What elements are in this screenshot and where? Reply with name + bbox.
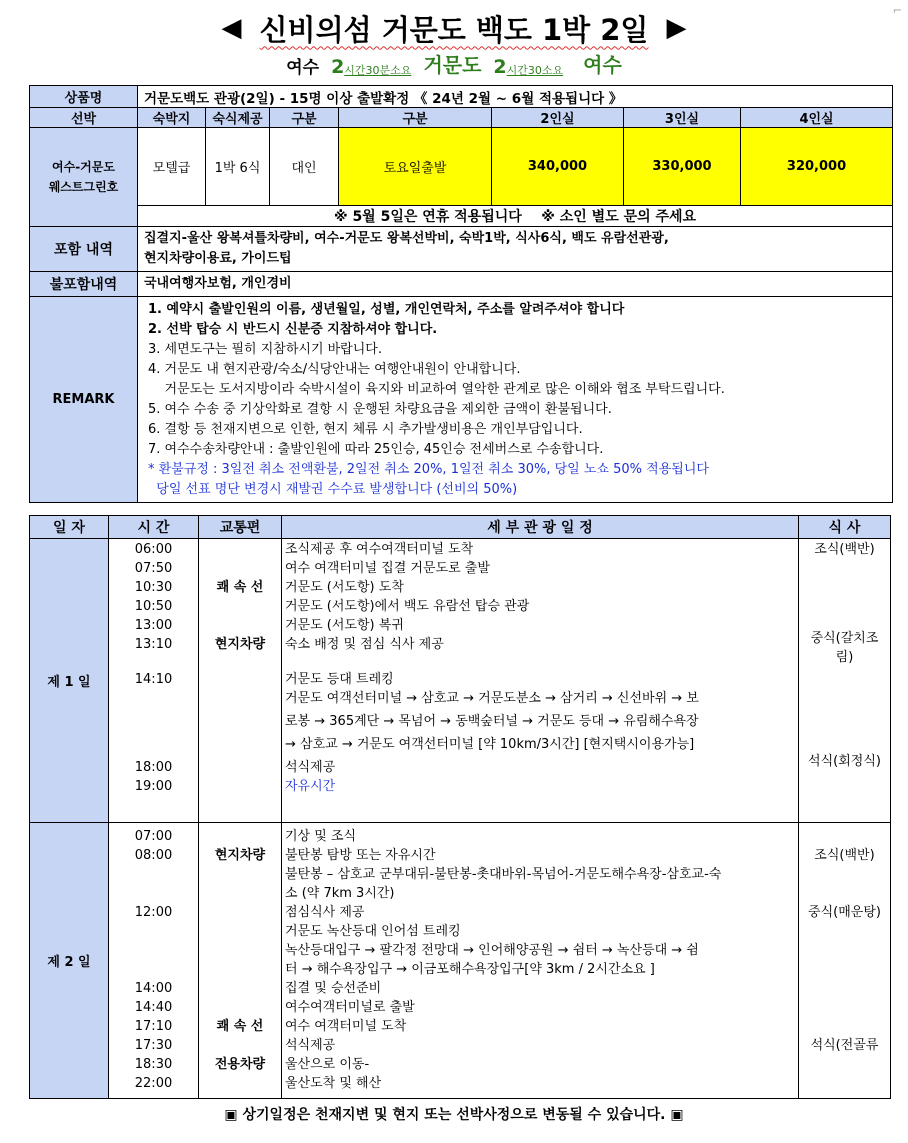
- lodging-value: 모텔급: [138, 128, 206, 206]
- header-meals: 숙식제공: [206, 108, 270, 128]
- header-type: 구분: [270, 108, 339, 128]
- route-leg2-num: 2: [493, 56, 507, 78]
- schedule-time: 19:00: [134, 779, 173, 794]
- included-value: [138, 227, 893, 272]
- schedule-transport: [199, 998, 281, 1017]
- header-4person: 4인실: [741, 108, 893, 128]
- schedule-detail: 기상 및 조식: [285, 829, 357, 844]
- header-meals: 식 사: [799, 516, 891, 539]
- header-ship: 선박: [30, 108, 138, 128]
- route-mid: 거문도: [423, 53, 482, 77]
- schedule-time: 10:30: [134, 580, 173, 595]
- schedule-detail: 여수 여객터미널 집결 거문도로 출발: [285, 561, 490, 576]
- schedule-meal: [799, 771, 890, 790]
- day1-details: [282, 539, 799, 823]
- schedule-transport: [199, 903, 281, 922]
- schedule-transport: 쾌 속 선: [216, 580, 264, 595]
- schedule-meal: 조식(백반): [814, 848, 875, 863]
- header-lodging: 숙박지: [138, 108, 206, 128]
- schedule-transport: [199, 777, 281, 796]
- page-corner-mark: ⌐: [892, 4, 902, 17]
- schedule-detail: 조식제공 후 여수여객터미널 도착: [285, 542, 474, 557]
- schedule-detail: 불탄봉 – 삼호교 군부대뒤-불탄봉-촛대바위-목넘어-거문도해수욕장-삼호교-숙: [285, 867, 722, 882]
- schedule-time: 18:00: [134, 760, 173, 775]
- schedule-detail: 울산으로 이동-: [285, 1057, 370, 1072]
- schedule-time: [109, 735, 198, 758]
- schedule-transport: 쾌 속 선: [216, 1019, 264, 1034]
- schedule-meal: 림): [835, 650, 854, 664]
- header-transport: 교통편: [199, 516, 282, 539]
- schedule-transport: [199, 1036, 281, 1055]
- schedule-transport: [199, 884, 281, 903]
- price-3person: 330,000: [624, 128, 741, 206]
- schedule-transport: [199, 979, 281, 998]
- schedule-meal: [799, 884, 890, 903]
- schedule-transport: [199, 922, 281, 941]
- footer-notice: ▣ 상기일정은 천재지변 및 현지 또는 선박사정으로 변동될 수 있습니다. ▣: [224, 1107, 684, 1123]
- schedule-meal: [799, 578, 890, 597]
- schedule-transport: [199, 616, 281, 635]
- page-title: [0, 6, 908, 50]
- header-3person: 3인실: [624, 108, 741, 128]
- schedule-time: 17:30: [134, 1038, 173, 1053]
- day1-transport: [199, 539, 282, 823]
- schedule-detail: 거문도 녹산등대 인어섬 트레킹: [285, 924, 461, 939]
- schedule-table: [29, 515, 891, 1099]
- schedule-time: 14:00: [134, 981, 173, 996]
- schedule-transport: 현지차량: [214, 637, 266, 652]
- day1-meals: [799, 539, 891, 823]
- schedule-transport: [199, 960, 281, 979]
- included-label: 포함 내역: [30, 227, 138, 272]
- day2-label: 제 2 일: [30, 823, 109, 1099]
- schedule-meal: [799, 827, 890, 846]
- schedule-transport: [199, 1074, 281, 1093]
- schedule-detail: 소 (약 7km 3시간): [285, 886, 395, 901]
- day2-details: [282, 823, 799, 1099]
- schedule-detail: [285, 654, 798, 670]
- holiday-notice: ※ 5월 5일은 연휴 적용됩니다 ※ 소인 별도 문의 주세요: [138, 206, 893, 227]
- schedule-detail: 거문도 (서도항) 도착: [285, 580, 404, 595]
- schedule-time: [109, 654, 198, 670]
- remark-line: 거문도는 도서지방이라 숙박시설이 육지와 비교하여 열악한 관계로 많은 이해와 협조 부탁드립니다.: [148, 382, 725, 397]
- schedule-detail: 숙소 배정 및 점심 식사 제공: [285, 637, 444, 652]
- excluded-value: 국내여행자보험, 개인경비: [138, 272, 893, 297]
- schedule-transport: [199, 941, 281, 960]
- schedule-transport: [199, 670, 281, 689]
- schedule-time: 18:30: [134, 1057, 173, 1072]
- schedule-meal: [799, 729, 890, 752]
- schedule-transport: [199, 735, 281, 758]
- schedule-time: [109, 922, 198, 941]
- schedule-time: 12:00: [134, 905, 173, 920]
- schedule-meal: [799, 597, 890, 616]
- schedule-time: 17:10: [134, 1019, 173, 1034]
- schedule-transport: 전용차량: [214, 1057, 266, 1072]
- day2-meals: [799, 823, 891, 1099]
- remark-line: 6. 결항 등 천재지변으로 인한, 현지 체류 시 추가발생비용은 개인부담입니다.: [148, 422, 583, 437]
- schedule-meal: [799, 706, 890, 729]
- excluded-label: 불포함내역: [30, 272, 138, 297]
- route-leg1-num: 2: [331, 56, 345, 78]
- schedule-meal: [799, 998, 890, 1017]
- schedule-transport: [199, 865, 281, 884]
- schedule-detail: 녹산등대입구 → 팔각정 전망대 → 인어해양공원 → 쉼터 → 녹산등대 → 쉼: [285, 943, 699, 958]
- day2-transport: [199, 823, 282, 1099]
- schedule-time: 14:40: [134, 1000, 173, 1015]
- schedule-meal: [799, 664, 890, 683]
- schedule-detail: 집결 및 승선준비: [285, 981, 382, 996]
- schedule-detail: 석식제공: [285, 760, 336, 775]
- schedule-time: 22:00: [134, 1076, 173, 1091]
- price-4person: 320,000: [741, 128, 893, 206]
- schedule-time: 10:50: [134, 599, 173, 614]
- refund-policy-line: 당일 선표 명단 변경시 재발권 수수료 발생합니다 (선비의 50%): [148, 482, 518, 497]
- price-2person: 340,000: [492, 128, 624, 206]
- schedule-meal: 중식(매운탕): [808, 905, 881, 920]
- header-2person: 2인실: [492, 108, 624, 128]
- schedule-time: [109, 712, 198, 735]
- schedule-time: [109, 689, 198, 712]
- route-leg2-time: 시간30소요: [506, 64, 564, 77]
- schedule-time: 06:00: [134, 542, 173, 557]
- schedule-detail: 점심식사 제공: [285, 905, 365, 920]
- schedule-meal: 중식(갈치조: [810, 631, 879, 646]
- schedule-meal: 석식(회정식): [808, 754, 881, 769]
- product-value: 거문도백도 관광(2일) - 15명 이상 출발확정 《 24년 2월 ~ 6월 적용됩니다 》: [138, 86, 893, 108]
- schedule-detail: → 삼호교 → 거문도 여객선터미널 [약 10km/3시간] [현지택시이용가능]: [285, 737, 695, 752]
- schedule-detail: 거문도 (서도항) 복귀: [285, 618, 404, 633]
- schedule-transport: [199, 758, 281, 777]
- schedule-meal: [799, 865, 890, 884]
- schedule-meal: [799, 960, 890, 979]
- schedule-detail: 거문도 (서도항)에서 백도 유람선 탑승 관광: [285, 599, 530, 614]
- schedule-meal: [799, 1055, 890, 1074]
- schedule-detail: 울산도착 및 해산: [285, 1076, 382, 1091]
- header-details: 세 부 관 광 일 정: [282, 516, 799, 539]
- departure-value: 토요일출발: [339, 128, 492, 206]
- schedule-time: [109, 941, 198, 960]
- schedule-meal: [799, 979, 890, 998]
- schedule-detail: 석식제공: [285, 1038, 336, 1053]
- included-line-1: 집결지-울산 왕복셔틀차량비, 여수-거문도 왕복선박비, 숙박1박, 식사6식, 백도 유람선관광,: [144, 231, 669, 246]
- remark-line: 4. 거문도 내 현지관광/숙소/식당안내는 여행안내원이 안내합니다.: [148, 362, 521, 377]
- schedule-transport: [199, 689, 281, 712]
- schedule-detail: 여수여객터미널로 출발: [285, 1000, 415, 1015]
- schedule-transport: [199, 540, 281, 559]
- remark-line: 1. 예약시 출발인원의 이름, 생년월일, 성별, 개인연락처, 주소를 알려주셔야 합니다: [148, 302, 625, 317]
- route-origin: 여수: [286, 58, 320, 78]
- schedule-detail: 자유시간: [285, 779, 336, 794]
- route-dest: 여수: [583, 53, 622, 77]
- schedule-meal: [799, 1074, 890, 1093]
- schedule-transport: [199, 827, 281, 846]
- left-triangle-icon: ◀: [221, 13, 242, 43]
- schedule-meal: [799, 559, 890, 578]
- remark-line: 7. 여수수송차량안내 : 출발인원에 따라 25인승, 45인승 전세버스로 수송합니다.: [148, 442, 604, 457]
- title-text: 신비의섬 거문도 백도 1박 2일: [259, 12, 649, 47]
- ship-name: 여수-거문도 웨스트그린호: [30, 128, 138, 227]
- schedule-detail: 여수 여객터미널 도착: [285, 1019, 407, 1034]
- schedule-meal: 석식(전골류: [810, 1038, 879, 1053]
- header-date: 일 자: [30, 516, 109, 539]
- price-table: [29, 85, 893, 503]
- remark-line: 2. 선박 탑승 시 반드시 신분증 지참하셔야 합니다.: [148, 322, 438, 337]
- remark-label: REMARK: [30, 297, 138, 503]
- header-departure: 구분: [339, 108, 492, 128]
- schedule-meal: [799, 941, 890, 960]
- schedule-transport: [199, 559, 281, 578]
- schedule-time: 08:00: [134, 848, 173, 863]
- type-value: 대인: [270, 128, 339, 206]
- day2-times: [109, 823, 199, 1099]
- included-line-2: 현지차량이용료, 가이드팁: [144, 251, 292, 266]
- schedule-transport: [199, 712, 281, 735]
- schedule-transport: 현지차량: [214, 848, 266, 863]
- schedule-detail: 거문도 등대 트레킹: [285, 672, 394, 687]
- schedule-meal: [799, 922, 890, 941]
- schedule-meal: [799, 683, 890, 706]
- schedule-transport: [199, 597, 281, 616]
- schedule-time: [109, 884, 198, 903]
- schedule-time: [109, 865, 198, 884]
- schedule-time: 13:00: [134, 618, 173, 633]
- product-label: 상품명: [30, 86, 138, 108]
- remark-line: 5. 여수 수송 중 기상악화로 결항 시 운행된 차량요금을 제외한 금액이 환불됩니다.: [148, 402, 612, 417]
- schedule-detail: 거문도 여객선터미널 → 삼호교 → 거문도분소 → 삼거리 → 신선바위 → 보: [285, 691, 699, 706]
- schedule-detail: 불탄봉 탐방 또는 자유시간: [285, 848, 436, 863]
- route-subtitle: [0, 48, 908, 78]
- schedule-detail: 로봉 → 365계단 → 목넘어 → 동백숲터널 → 거문도 등대 → 유림해수욕장: [285, 714, 699, 729]
- schedule-time: 13:10: [134, 637, 173, 652]
- remark-content: [138, 297, 893, 503]
- schedule-meal: 조식(백반): [814, 542, 875, 557]
- schedule-transport: [199, 654, 281, 670]
- schedule-time: 07:00: [134, 829, 173, 844]
- remark-line: 3. 세면도구는 필히 지참하시기 바랍니다.: [148, 342, 382, 357]
- right-triangle-icon: ▶: [666, 13, 687, 43]
- schedule-time: 14:10: [134, 672, 173, 687]
- header-time: 시 간: [109, 516, 199, 539]
- schedule-detail: 터 → 해수욕장입구 → 이금포해수욕장입구[약 3km / 2시간소요 ]: [285, 962, 655, 977]
- day1-label: 제 1 일: [30, 539, 109, 823]
- schedule-time: 07:50: [134, 561, 173, 576]
- route-leg1-time: 시간30분소요: [344, 64, 412, 77]
- refund-policy-line: * 환불규정 : 3일전 취소 전액환불, 2일전 취소 20%, 1일전 취소 30%, 당일 노쇼 50% 적용됩니다: [148, 462, 709, 477]
- schedule-time: [109, 960, 198, 979]
- day1-times: [109, 539, 199, 823]
- schedule-meal: [799, 1017, 890, 1036]
- meals-value: 1박 6식: [206, 128, 270, 206]
